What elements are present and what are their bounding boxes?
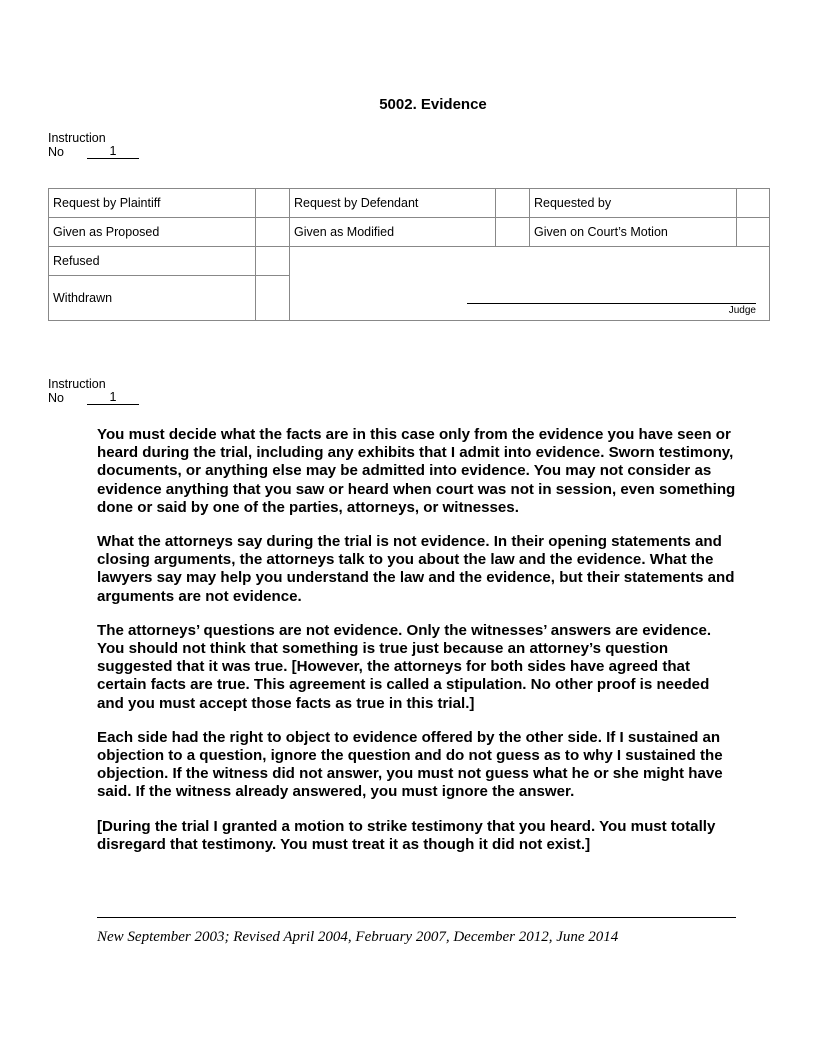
judge-signature-line[interactable] (467, 303, 756, 304)
judge-label: Judge (728, 305, 756, 316)
given-as-proposed-label: Given as Proposed (49, 218, 256, 247)
withdrawn-checkbox[interactable] (256, 276, 290, 321)
withdrawn-label: Withdrawn (49, 276, 256, 321)
instruction-number-block-top (48, 131, 139, 159)
no-label: No (48, 145, 64, 159)
instruction-paragraph: You must decide what the facts are in this case only from the evidence you have seen or heard during the trial, including any exhibits that I admit into evidence. Sworn testimony, documents, or anything else may be admitted into evidence. You may not consider as evidence anything that you saw or heard when court was not in session, even something done or said by one of the parties, attorneys, or witnesses. (97, 426, 736, 516)
requested-by-label: Requested by (530, 189, 737, 218)
request-defendant-checkbox[interactable] (496, 189, 530, 218)
instruction-number-block-bottom (48, 377, 139, 405)
given-as-modified-checkbox[interactable] (496, 218, 530, 247)
page-title: 5002. Evidence (379, 96, 487, 113)
instruction-number-field[interactable]: 1 (87, 391, 139, 405)
instruction-paragraph: [During the trial I granted a motion to strike testimony that you heard. You must totally disregard that testimony. You must treat it as though it did not exist.] (97, 817, 716, 853)
refused-label: Refused (49, 247, 256, 276)
requested-by-checkbox[interactable] (737, 189, 770, 218)
revision-history: New September 2003; Revised April 2004, February 2007, December 2012, June 2014 (97, 929, 619, 945)
refused-checkbox[interactable] (256, 247, 290, 276)
no-label: No (48, 391, 64, 405)
given-on-courts-motion-checkbox[interactable] (737, 218, 770, 247)
instruction-body (97, 426, 737, 870)
request-plaintiff-label: Request by Plaintiff (49, 189, 256, 218)
footer-divider (97, 917, 736, 918)
request-plaintiff-checkbox[interactable] (256, 189, 290, 218)
given-as-modified-label: Given as Modified (290, 218, 496, 247)
instruction-paragraph: The attorneys’ questions are not evidence. Only the witnesses’ answers are evidence. You should not think that something is true just because an attorney’s question suggested that it was true. [However, the attorneys for both sides have agreed that certain facts are true. This agreement is called a stipulation. No other proof is needed and you must accept those facts as true in this trial.] (97, 621, 712, 712)
instruction-paragraph: What the attorneys say during the trial is not evidence. In their opening statements and closing arguments, the attorneys talk to you about the law and the evidence. What the lawyers say may help you understand the law and the evidence, but their statements and arguments are not evidence. (97, 533, 735, 605)
instruction-paragraph: Each side had the right to object to evidence offered by the other side. If I sustained an objection to a question, ignore the question and do not guess as to why I sustained the objection. If the witness did not answer, you must not guess what he or she might have said. If the witness already answered, you must ignore the answer. (97, 728, 723, 801)
instruction-label: Instruction (48, 377, 106, 391)
request-disposition-table (48, 188, 770, 321)
judge-signature-area (290, 247, 770, 321)
given-on-courts-motion-label: Given on Court’s Motion (530, 218, 737, 247)
instruction-number-field[interactable]: 1 (87, 145, 139, 159)
instruction-label: Instruction (48, 131, 106, 145)
given-as-proposed-checkbox[interactable] (256, 218, 290, 247)
request-defendant-label: Request by Defendant (290, 189, 496, 218)
